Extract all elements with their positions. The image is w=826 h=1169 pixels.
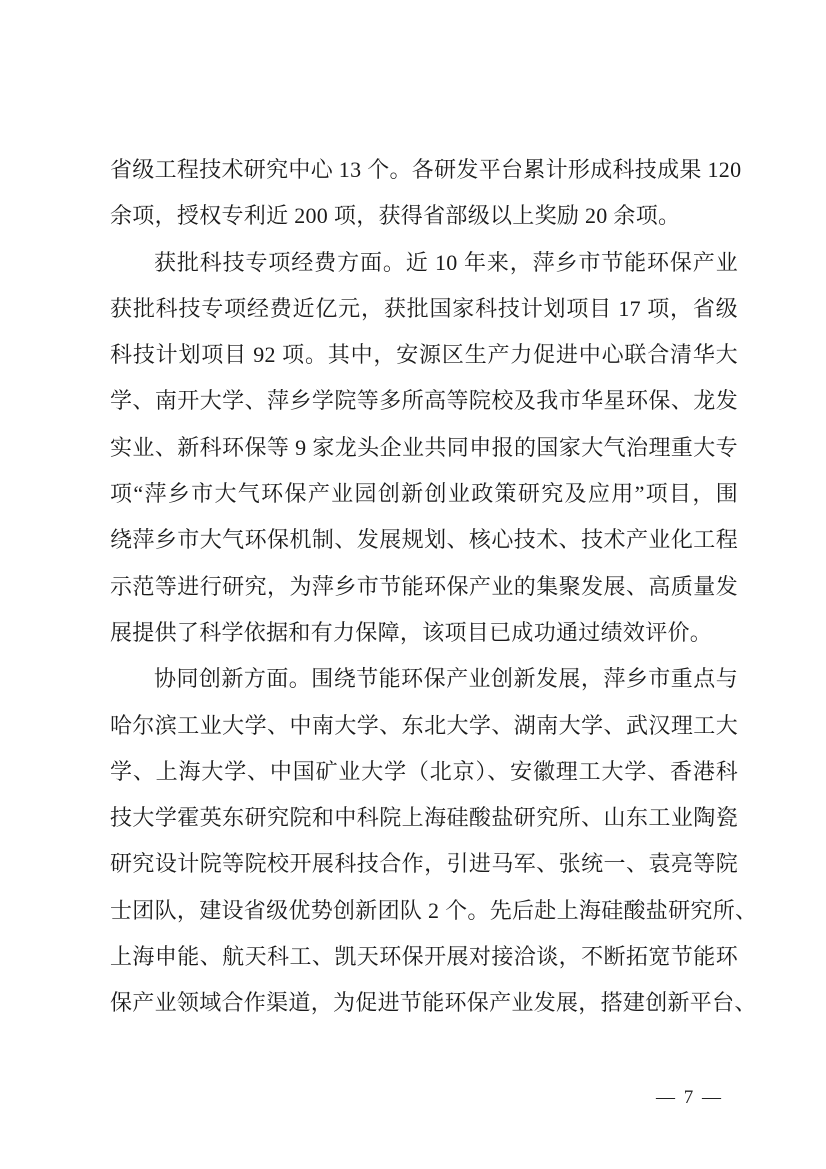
paragraph [110, 240, 738, 657]
text-line: 绕萍乡市大气环保机制、发展规划、核心技术、技术产业化工程 [110, 527, 738, 553]
text-line: 示范等进行研究，为萍乡市节能环保产业的集聚发展、高质量发 [110, 573, 738, 599]
text-line: 士团队，建设省级优势创新团队 2 个。先后赴上海硅酸盐研究所、 [110, 897, 758, 923]
text-line: 学、上海大学、中国矿业大学（北京）、安徽理工大学、香港科 [110, 758, 738, 784]
text-line: 哈尔滨工业大学、中南大学、东北大学、湖南大学、武汉理工大 [110, 712, 738, 738]
paragraph [110, 147, 742, 240]
text-block [110, 147, 758, 1027]
text-line: 上海申能、航天科工、凯天环保开展对接洽谈，不断拓宽节能环 [110, 944, 738, 970]
text-line: 获批科技专项经费方面。近 10 年来，萍乡市节能环保产业 [154, 249, 738, 275]
text-line: 展提供了科学依据和有力保障，该项目已成功通过绩效评价。 [110, 619, 713, 645]
paragraph [110, 656, 758, 1026]
text-line: 实业、新科环保等 9 家龙头企业共同申报的国家大气治理重大专 [110, 434, 738, 460]
text-line: 学、南开大学、萍乡学院等多所高等院校及我市华星环保、龙发 [110, 388, 738, 414]
text-line: 获批科技专项经费近亿元，获批国家科技计划项目 17 项，省级 [110, 295, 738, 321]
text-line: 科技计划项目 92 项。其中，安源区生产力促进中心联合清华大 [110, 342, 738, 368]
text-line: 协同创新方面。围绕节能环保产业创新发展，萍乡市重点与 [154, 666, 738, 692]
page-number: — 7 — [656, 1087, 723, 1108]
text-line: 技大学霍英东研究院和中科院上海硅酸盐研究所、山东工业陶瓷 [110, 805, 738, 831]
text-line: 研究设计院等院校开展科技合作，引进马军、张统一、袁亮等院 [110, 851, 738, 877]
text-line: 余项，授权专利近 200 项，获得省部级以上奖励 20 余项。 [110, 203, 681, 229]
text-line: 保产业领域合作渠道，为促进节能环保产业发展，搭建创新平台、 [110, 990, 757, 1016]
text-line: 省级工程技术研究中心 13 个。各研发平台累计形成科技成果 120 [110, 157, 742, 182]
text-line: 项“萍乡市大气环保产业园创新创业政策研究及应用”项目，围 [110, 481, 738, 507]
